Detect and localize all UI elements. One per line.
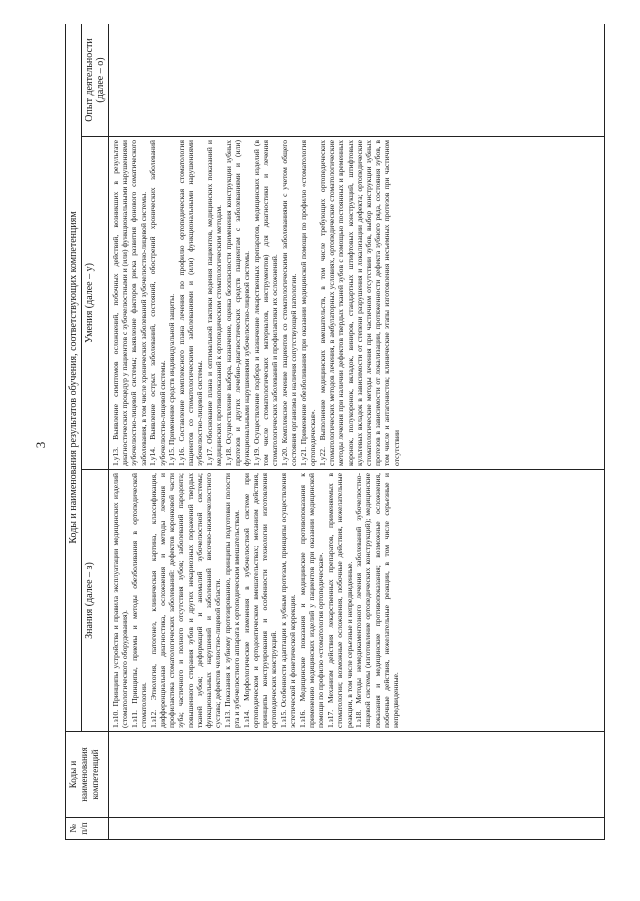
header-experience: Опыт деятельности (далее – о)	[82, 24, 109, 137]
skill-item: 1.у14. Выявление острых заболеваний, состояний, обострений хронических заболеваний зубочелюстно-лицевой системы.	[148, 140, 167, 466]
header-num: № п/п	[66, 818, 109, 840]
knowledge-item: 1.з13. Показания к зубному протезированию, принципы подготовки полости рта и зубочелюстного аппарата к ортопедическим вмешательствам.	[222, 473, 242, 728]
skill-item: 1.у13. Выявление симптомов осложнений, побочных действий, возникших в результате диагностических процедур у пациентов с зубочелюстными и (или) функциональными нарушениями зубочелюстно-лицевой системы; выявление факторов риска развития фонового соматического заболевания, в том числе хронических заболеваний зубочелюстно-лицевой системы.	[111, 140, 148, 466]
header-results-group: Коды и наименования результатов обучения, соответствующих компетенциям	[66, 24, 82, 732]
knowledge-item: 1.з18. Методы немедикаментозного лечения заболеваний зубочелюстно-лицевой системы (изготовление ортопедических конструкций); медицинские показания и медицинские противопоказания; возможные осложнения, побочные действия, нежелательные реакции, в том числе серьезные и непредвиденные.	[354, 473, 401, 728]
knowledge-cell	[109, 470, 605, 732]
competency-table	[65, 24, 605, 840]
knowledge-item: 1.з16. Медицинские показания и медицинские противопоказания к применению медицинских изделий у пациентов при оказании медицинской помощи по профилю «стоматология ортопедическая».	[298, 473, 326, 728]
rotated-table-wrapper	[65, 24, 605, 840]
page-number: 3	[33, 441, 48, 449]
skill-item: 1.у17. Обоснование плана и оптимальной тактики ведения пациентов, медицинских показаний и медицинских противопоказаний к ортопедическим стоматологическим методам.	[205, 140, 224, 466]
skill-item: 1.у19. Осуществление подбора и назначение лекарственных препаратов, медицинских изделий (в том числе стоматологических материалов, инструментов) для диагностики и лечения стоматологических заболеваний и профилактики их осложнений.	[252, 140, 280, 466]
skill-item: 1.у21. Применение обезболивания при оказании медицинской помощи по профилю «стоматология ортопедическая».	[299, 140, 318, 466]
knowledge-item: 1.з10. Принципы устройства и правила эксплуатации медицинских изделий (стоматологического оборудования).	[111, 473, 130, 728]
skill-item: 1.у22. Выполнение медицинских вмешательств, в том числе требующих ортопедических стоматологических методов лечения, в амбулаторных условиях, ортопедические стоматологические методы лечения при наличии дефектов твердых тканей зубов с помощью постоянных и временных коронок, полукоронок, вкладок, виниров, стандартных штифтовых конструкций, штифтовых культевых вкладок в зависимости от степени разрушения и локализации дефекта; ортопедические стоматологические методы лечения при частичном отсутствии зубов, выбор конструкции зубных протезов в зависимости от локализации, протяженности дефекта зубного ряда, состояния зубов, в том числе и антагонистов; клинические этапы изготовления несъемных протезов при частичном отсутствии	[317, 140, 401, 466]
header-codes: Коды и наименования компетенций	[66, 732, 109, 818]
knowledge-item: 1.з15. Особенности адаптации к зубным протезам, принципы осуществления эстетической и фонетической коррекции.	[279, 473, 298, 728]
skill-item: 1.у15. Применение средств индивидуальной защиты.	[167, 293, 177, 466]
knowledge-item: 1.з17. Механизм действия лекарственных препаратов, применяемых в стоматологии; возможные осложнения, побочные действия, нежелательные реакции, в том числе серьезные и непредвиденные.	[326, 473, 354, 728]
codes-cell	[109, 732, 605, 818]
num-cell	[109, 818, 605, 840]
skill-item: 1.у18. Осуществление выбора, назначение, оценка безопасности применения конструкции зубных протезов и других лечебно-диагностических средств пациентам с заболеваниями и (или) функциональными нарушениями зубочелюстно-лицевой системы.	[223, 140, 252, 466]
skills-cell	[109, 137, 605, 470]
document-sheet	[65, 24, 605, 840]
header-knowledge: Знания (далее – з)	[82, 470, 109, 732]
header-skills: Умения (далее – у)	[82, 137, 109, 470]
skill-item: 1.у20. Комплексное лечение пациентов со стоматологическими заболеваниями с учетом общего состояния организма и наличия сопутствующей патологии.	[280, 140, 299, 466]
skill-item: 1.у16. Составление комплексного плана лечения по профилю ортопедическая стоматология пациентов со стоматологическими заболеваниями и (или) функциональными нарушениями зубочелюстно-лицевой системы.	[176, 140, 205, 466]
knowledge-item: 1.з12. Этиология, патогенез, клиническая картина, классификация, дифференциальная диагностика, осложнения и методы лечения и профилактика стоматологических заболеваний: дефектов коронковой части зуба; частичного и полного отсутствия зубов; заболеваний пародонта; повышенного стирания зубов и других некариозных поражений твердых тканей зубов; деформаций и аномалий зубочелюстной системы; функциональных нарушений и заболеваний височно-нижнечелюстного сустава; дефектов челюстно-лицевой области.	[148, 473, 223, 728]
knowledge-item: 1.з14. Морфологические изменения в зубочелюстной системе при ортопедическом и ортодонтическом вмешательствах; механизм действия, принципы конструирования и особенности технологии изготовления ортопедических конструкций.	[241, 473, 279, 728]
knowledge-item: 1.з11. Принципы, приемы и методы обезболивания в ортопедической стоматологии.	[129, 473, 149, 728]
experience-cell	[109, 24, 605, 137]
